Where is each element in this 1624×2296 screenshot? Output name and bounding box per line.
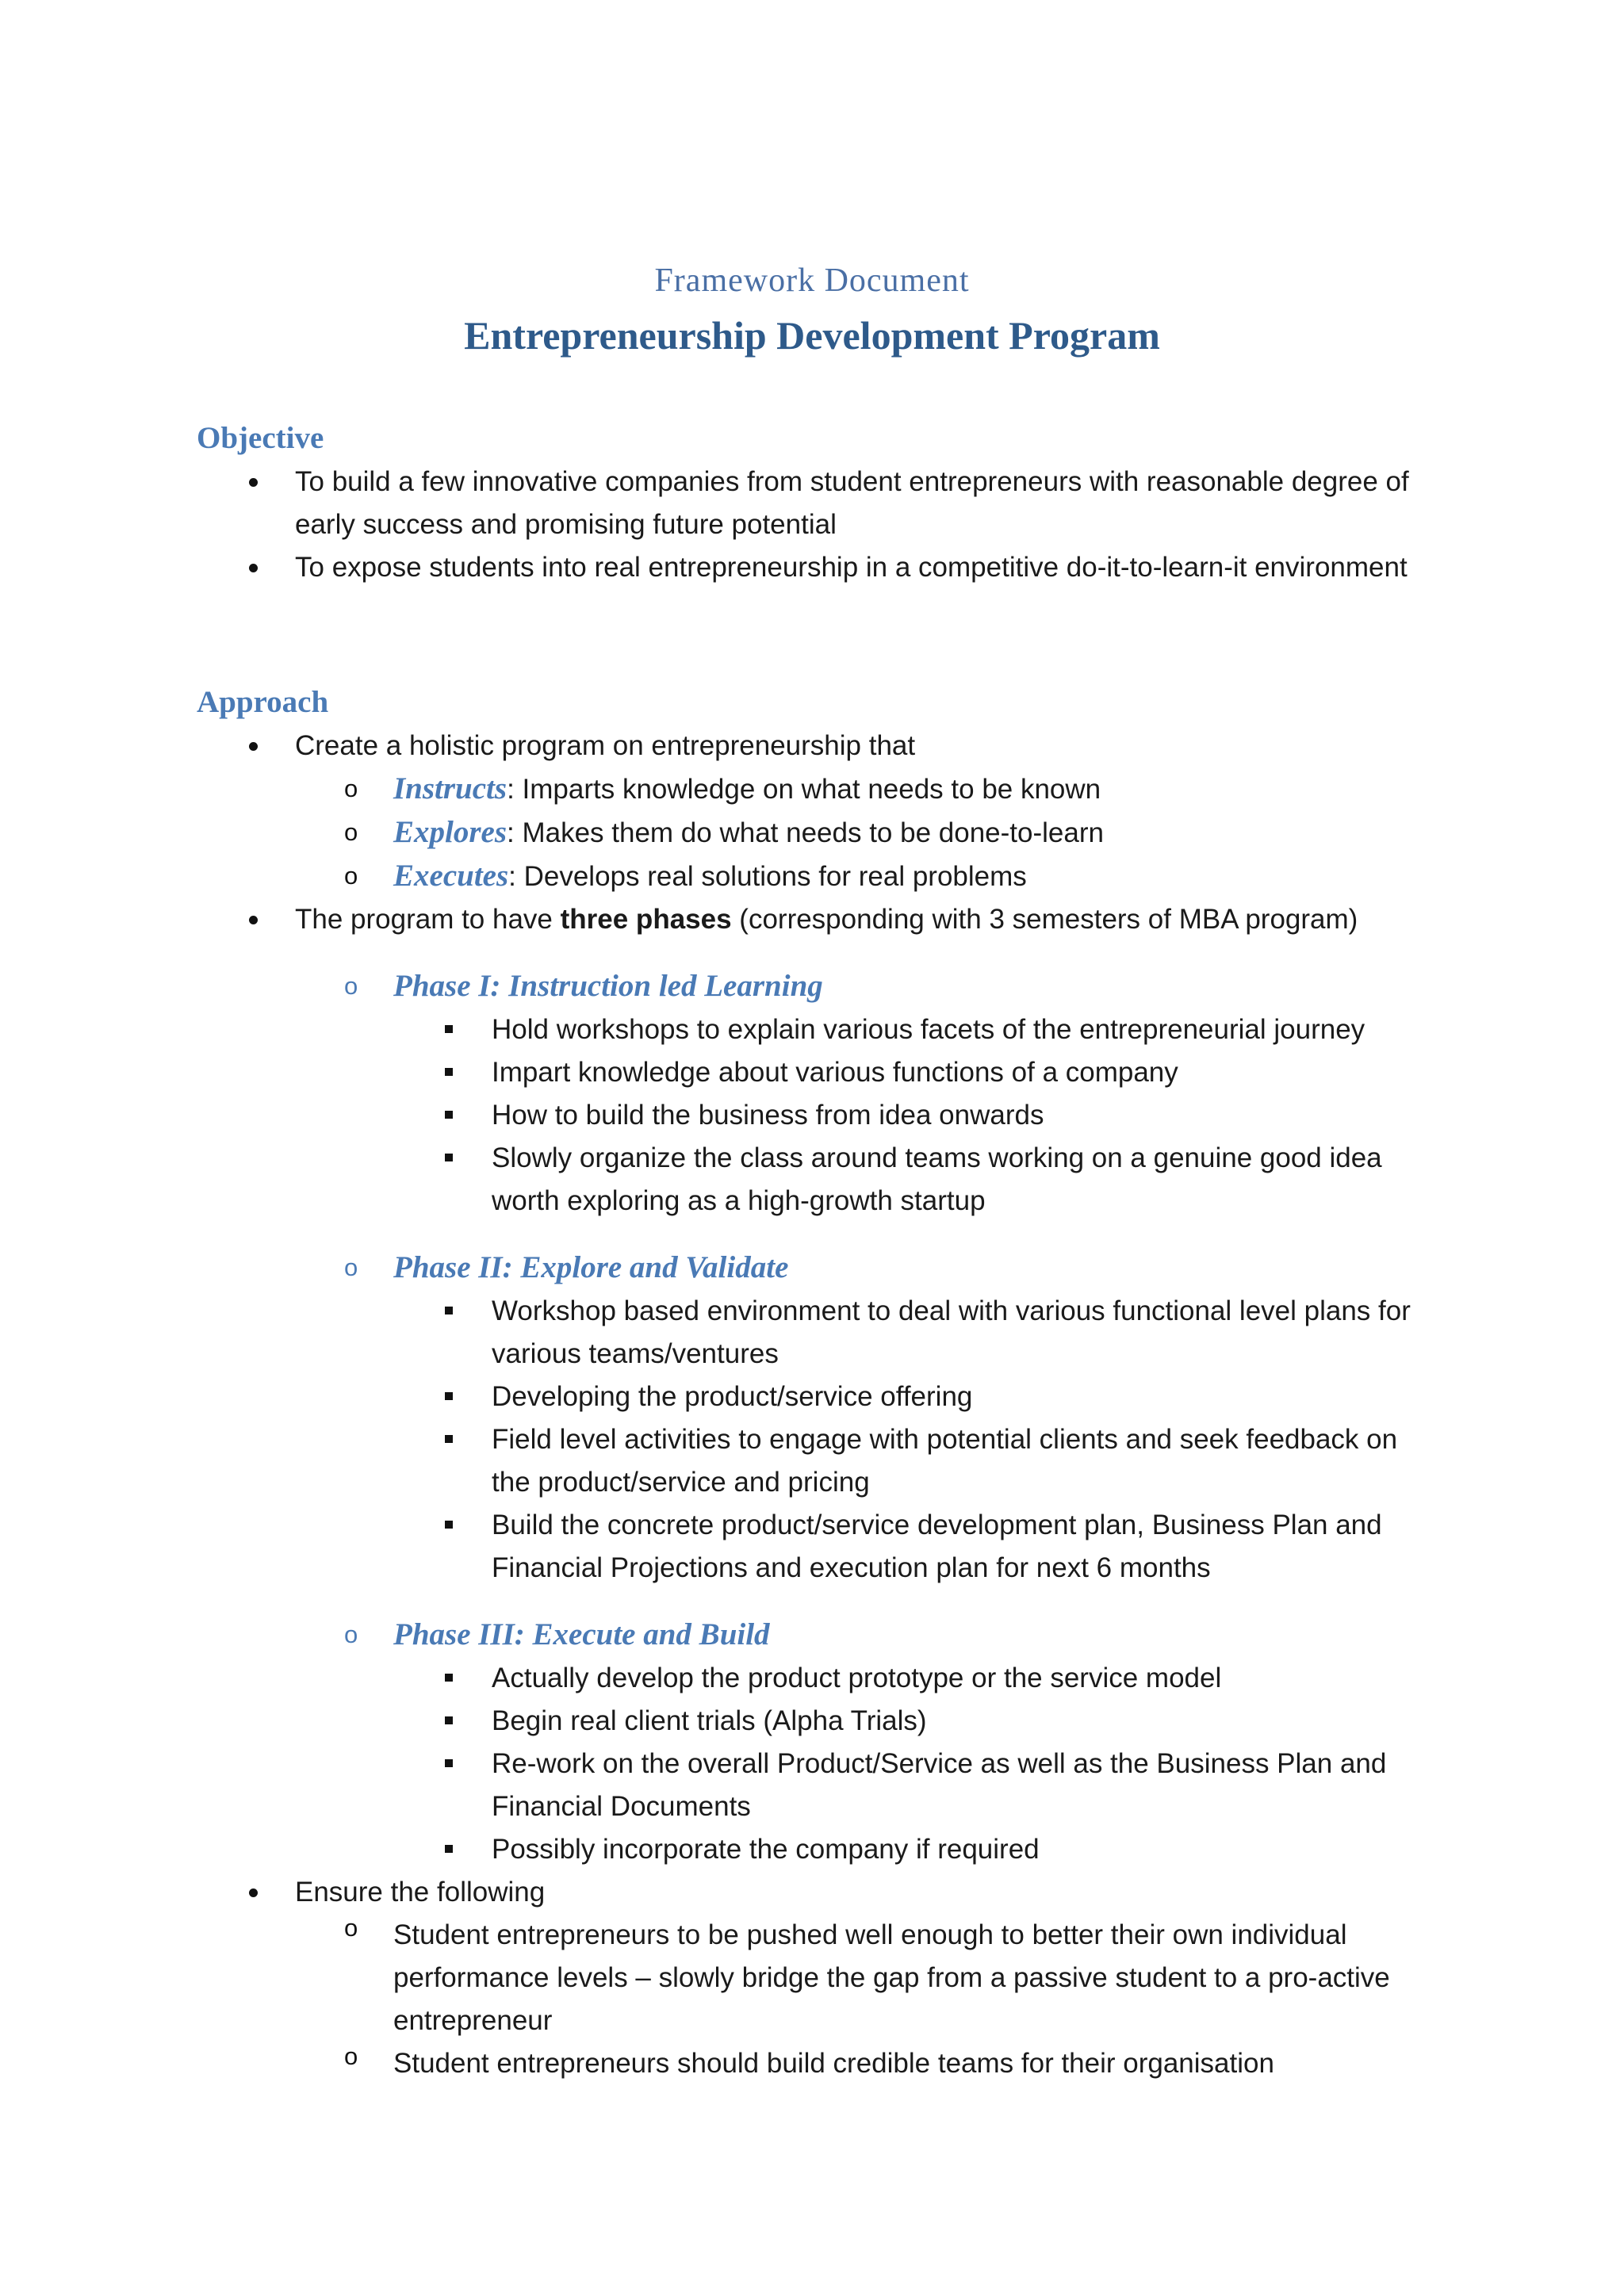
phases-intro-text: (corresponding with 3 semesters of MBA program) bbox=[731, 904, 1358, 935]
holistic-term: Explores bbox=[393, 815, 508, 849]
phase-item: Impart knowledge about various functions of a company bbox=[197, 1051, 1450, 1094]
phases-intro-item bbox=[197, 898, 1450, 941]
phase-title-text: Phase I: Instruction led Learning bbox=[393, 969, 823, 1003]
objective-item bbox=[197, 461, 1450, 546]
ensure-sub-line: o Student entrepreneurs should build credible teams for their organisation bbox=[393, 2048, 1274, 2079]
phase-item: Possibly incorporate the company if required bbox=[197, 1828, 1450, 1871]
phase-item bbox=[197, 1290, 1450, 1376]
objective-item-line: early success and promising future potential bbox=[295, 509, 837, 540]
objective-section bbox=[197, 420, 1450, 589]
phase-item-line: worth exploring as a high-growth startup bbox=[492, 1185, 986, 1216]
phase-item-line: Workshop based environment to deal with various functional level plans for bbox=[492, 1295, 1411, 1326]
phase-item bbox=[197, 1504, 1450, 1590]
document-body bbox=[197, 420, 1450, 2085]
holistic-sub-item bbox=[197, 811, 1450, 855]
phase-item-line: Slowly organize the class around teams working on a genuine good idea bbox=[492, 1142, 1382, 1173]
phase-item: How to build the business from idea onwards bbox=[197, 1094, 1450, 1137]
phase-item: Developing the product/service offering bbox=[197, 1376, 1450, 1418]
holistic-desc: : Imparts knowledge on what needs to be known bbox=[507, 774, 1101, 805]
phase-item-line: various teams/ventures bbox=[492, 1338, 779, 1369]
document-title: Entrepreneurship Development Program bbox=[464, 313, 1160, 358]
approach-holistic-item: Create a holistic program on entrepreneurship that bbox=[197, 725, 1450, 767]
ensure-sub-item bbox=[197, 2042, 1450, 2085]
objective-item-line: To build a few innovative companies from student entrepreneurs with reasonable degree of bbox=[295, 466, 1409, 497]
phase-item-line: Re-work on the overall Product/Service as well as the Business Plan and bbox=[492, 1748, 1387, 1779]
phase-item-line: Build the concrete product/service development plan, Business Plan and bbox=[492, 1510, 1382, 1540]
holistic-sub-item bbox=[197, 767, 1450, 811]
phase-title-text: Phase III: Execute and Build bbox=[393, 1617, 770, 1651]
phase-title bbox=[197, 1246, 1450, 1290]
approach-heading: Approach bbox=[197, 685, 329, 719]
holistic-term: Executes bbox=[393, 859, 509, 893]
document-subtitle: Framework Document bbox=[654, 262, 970, 299]
phase-item bbox=[197, 1137, 1450, 1223]
ensure-sub-line: o Student entrepreneurs to be pushed well enough to better their own individual bbox=[393, 1919, 1347, 1950]
ensure-sub-item bbox=[197, 1914, 1450, 2042]
phase-item-line: Financial Projections and execution plan for next 6 months bbox=[492, 1552, 1211, 1583]
phase-title bbox=[197, 1613, 1450, 1657]
holistic-term: Instructs bbox=[393, 771, 508, 806]
ensure-sub-line: entrepreneur bbox=[393, 2005, 553, 2036]
phase-item bbox=[197, 1743, 1450, 1828]
objective-item-line: To expose students into real entrepreneurship in a competitive do-it-to-learn-it environment bbox=[295, 552, 1408, 583]
holistic-sub-item bbox=[197, 855, 1450, 898]
phases-intro-text: The program to have bbox=[295, 904, 561, 935]
holistic-desc: : Makes them do what needs to be done-to-learn bbox=[507, 817, 1104, 848]
phase-item-line: Field level activities to engage with potential clients and seek feedback on bbox=[492, 1424, 1398, 1455]
approach-section bbox=[197, 684, 1450, 2085]
document-header bbox=[0, 262, 1624, 358]
phase-item: Hold workshops to explain various facets of the entrepreneurial journey bbox=[197, 1008, 1450, 1051]
phase-item bbox=[197, 1418, 1450, 1504]
phase-title-text: Phase II: Explore and Validate bbox=[393, 1250, 789, 1284]
ensure-item: Ensure the following bbox=[197, 1871, 1450, 1914]
phase-item-line: Financial Documents bbox=[492, 1791, 751, 1822]
objective-heading: Objective bbox=[197, 421, 324, 455]
phase-item: Begin real client trials (Alpha Trials) bbox=[197, 1700, 1450, 1743]
phase-item-line: the product/service and pricing bbox=[492, 1467, 870, 1498]
holistic-desc: : Develops real solutions for real problems bbox=[508, 861, 1027, 892]
phases-intro-bold: three phases bbox=[560, 904, 732, 935]
phase-title bbox=[197, 965, 1450, 1008]
objective-item bbox=[197, 546, 1450, 589]
ensure-sub-line: performance levels – slowly bridge the gap from a passive student to a pro-active bbox=[393, 1962, 1390, 1993]
phase-item: Actually develop the product prototype or the service model bbox=[197, 1657, 1450, 1700]
